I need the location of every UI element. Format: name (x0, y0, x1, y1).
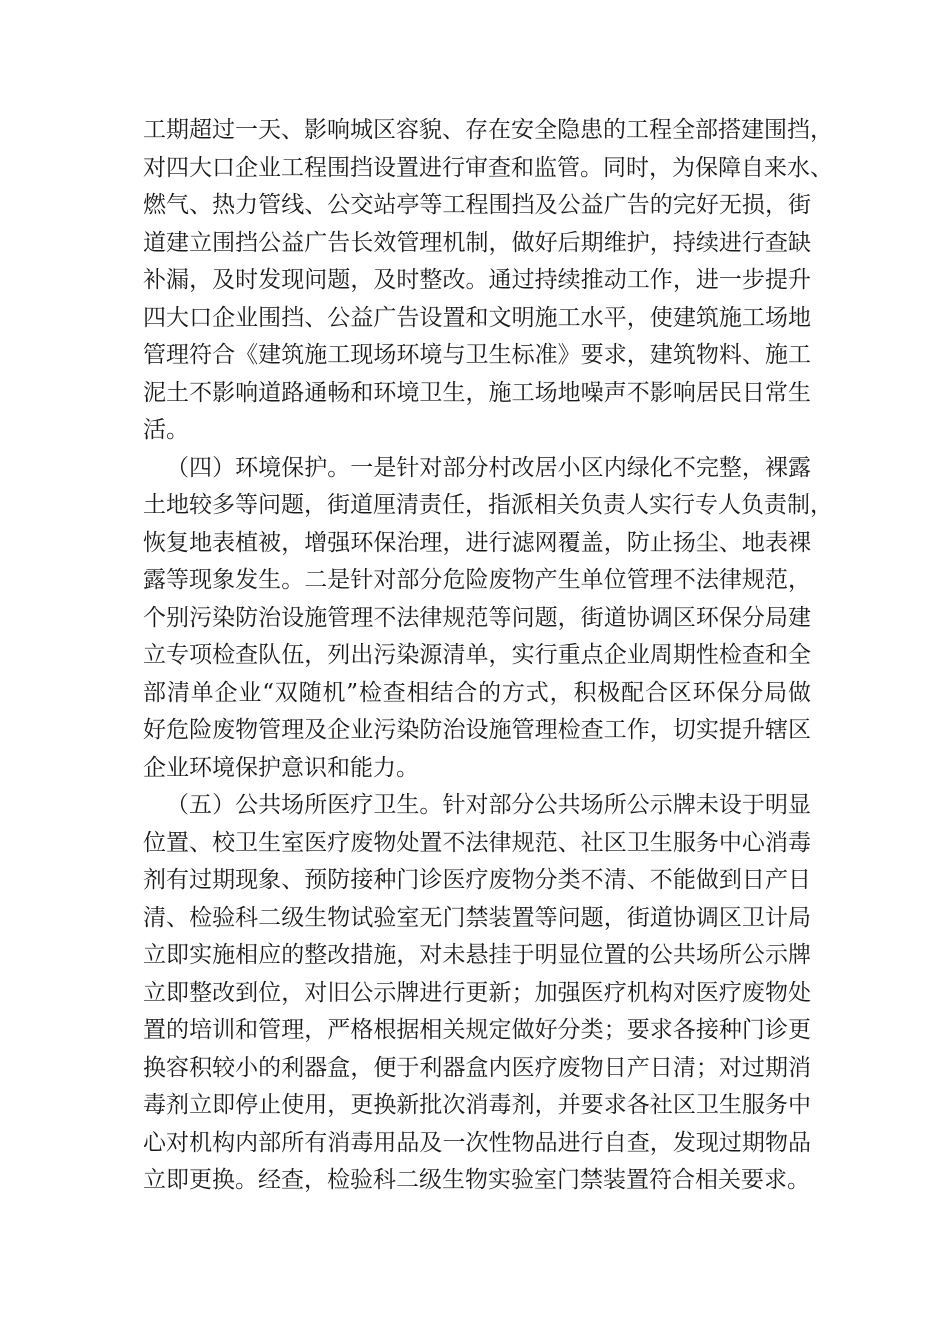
paragraph-public-health (143, 787, 811, 1200)
text-line: 燃气、热力管线、公交站亭等工程围挡及公益广告的完好无损，街 (143, 192, 811, 218)
text-line: 好危险废物管理及企业污染防治设施管理检查工作，切实提升辖区 (143, 717, 811, 743)
text-line: 管理符合《建筑施工现场环境与卫生标准》要求，建筑物料、施工 (143, 342, 811, 368)
text-line: 位置、校卫生室医疗废物处置不法律规范、社区卫生服务中心消毒 (143, 829, 811, 856)
text-line: 泥土不影响道路通畅和环境卫生，施工场地噪声不影响居民日常生 (143, 379, 811, 406)
text-line: 活。 (143, 417, 189, 443)
text-line: 部清单企业“双随机”检查相结合的方式，积极配合区环保分局做 (143, 679, 811, 706)
text-line: 心对机构内部所有消毒用品及一次性物品进行自查，发现过期物品 (143, 1129, 811, 1156)
text-line: 立即实施相应的整改措施，对未悬挂于明显位置的公共场所公示牌 (143, 942, 811, 968)
text-line: 对四大口企业工程围挡设置进行审查和监管。同时，为保障自来水、 (143, 154, 833, 181)
text-line: 换容积较小的利器盒，便于利器盒内医疗废物日产日清；对过期消 (143, 1054, 811, 1081)
text-line: 四大口企业围挡、公益广告设置和文明施工水平，使建筑施工场地 (143, 304, 811, 331)
text-line: 补漏，及时发现问题，及时整改。通过持续推动工作，进一步提升 (143, 267, 811, 293)
text-line: 立专项检查队伍，列出污染源清单，实行重点企业周期性检查和全 (143, 642, 811, 668)
text-line: 剂有过期现象、预防接种门诊医疗废物分类不清、不能做到日产日 (143, 867, 811, 893)
paragraph-environmental-protection (143, 450, 833, 788)
text-line: 企业环境保护意识和能力。 (143, 754, 419, 781)
text-line: 露等现象发生。二是针对部分危险废物产生单位管理不法律规范， (143, 567, 811, 593)
text-line: 个别污染防治设施管理不法律规范等问题，街道协调区环保分局建 (143, 604, 811, 631)
text-line: 土地较多等问题，街道厘清责任，指派相关负责人实行专人负责制， (143, 492, 833, 518)
text-line: 立即更换。经查，检验科二级生物实验室门禁装置符合相关要求。 (143, 1167, 810, 1193)
paragraph-heading-line: （五）公共场所医疗卫生。针对部分公共场所公示牌未设于明显 (166, 792, 811, 818)
text-line: 毒剂立即停止使用，更换新批次消毒剂，并要求各社区卫生服务中 (143, 1092, 811, 1118)
text-line: 立即整改到位，对旧公示牌进行更新；加强医疗机构对医疗废物处 (143, 979, 811, 1006)
paragraph-site-enclosure (143, 112, 833, 450)
text-line: 清、检验科二级生物试验室无门禁装置等问题，街道协调区卫计局 (143, 904, 811, 931)
text-line: 置的培训和管理，严格根据相关规定做好分类；要求各接种门诊更 (143, 1017, 811, 1043)
text-line: 道建立围挡公益广告长效管理机制，做好后期维护，持续进行查缺 (143, 229, 811, 256)
paragraph-heading-line: （四）环境保护。一是针对部分村改居小区内绿化不完整，裸露 (166, 454, 811, 481)
text-line: 恢复地表植被，增强环保治理，进行滤网覆盖，防止扬尘、地表裸 (143, 529, 811, 556)
document-body (143, 112, 833, 1200)
text-line: 工期超过一天、影响城区容貌、存在安全隐患的工程全部搭建围挡， (143, 117, 833, 143)
